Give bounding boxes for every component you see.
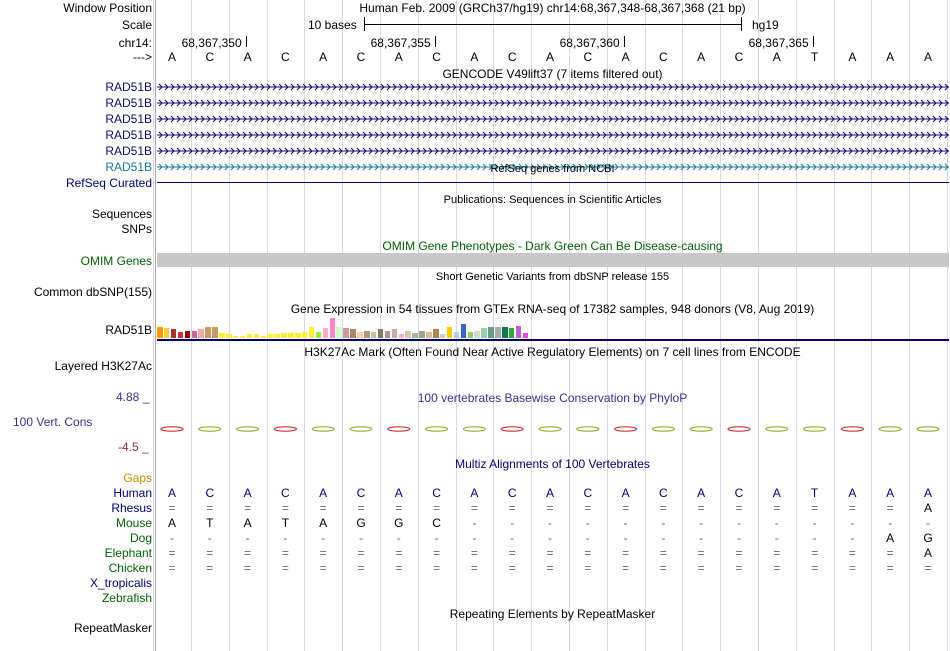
multiz-alignment-base: A [167, 486, 176, 500]
sequence-base: A [886, 50, 895, 64]
ruler-tick [813, 36, 814, 47]
gtex-tissue-bar[interactable] [509, 328, 515, 338]
multiz-alignment-base: = [848, 561, 856, 575]
multiz-alignment-base: C [507, 486, 517, 500]
gtex-tissue-bar[interactable] [192, 331, 198, 339]
multiz-alignment-base: = [811, 561, 819, 575]
multiz-alignment-base: A [923, 501, 932, 515]
multiz-alignment-base: = [924, 561, 932, 575]
multiz-alignment-base: = [244, 501, 252, 515]
scale-label: Scale [121, 18, 152, 32]
gtex-tissue-bar[interactable] [247, 334, 253, 338]
multiz-alignment-base: - [623, 531, 628, 545]
multiz-alignment-base: = [319, 501, 327, 515]
multiz-alignment-base: G [394, 516, 404, 530]
multiz-alignment-base: = [206, 546, 214, 560]
multiz-alignment-base: = [546, 501, 554, 515]
multiz-alignment-base: = [811, 546, 819, 560]
h3k27ac-track-label[interactable]: Layered H3K27Ac [54, 359, 152, 373]
gtex-tissue-bar[interactable] [343, 328, 349, 338]
repeatmasker-track-label[interactable]: RepeatMasker [73, 621, 152, 635]
gencode-track-title: GENCODE V49lift37 (7 items filtered out) [442, 67, 663, 81]
multiz-alignment-base: = [622, 561, 630, 575]
multiz-alignment-base: - [472, 531, 477, 545]
repeatmasker-track-title: Repeating Elements by RepeatMasker [449, 607, 656, 621]
multiz-alignment-base: - [774, 516, 779, 530]
multiz-alignment-base: A [923, 486, 932, 500]
window-position-label: Window Position [63, 1, 152, 15]
gencode-transcript-label[interactable]: RAD51B [105, 144, 152, 158]
gtex-tissue-bar[interactable] [350, 329, 356, 338]
gencode-transcript-label[interactable]: RAD51B [105, 96, 152, 110]
gencode-transcript-label[interactable]: RAD51B [105, 160, 152, 174]
scale-bar [365, 24, 741, 25]
multiz-alignment-base: = [508, 561, 516, 575]
gtex-tissue-bar[interactable] [433, 329, 439, 338]
multiz-alignment-base: = [395, 561, 403, 575]
sequence-base: C [281, 50, 290, 64]
gtex-tissue-bar[interactable] [185, 331, 191, 339]
gtex-tissue-bar[interactable] [233, 336, 239, 339]
gtex-tissue-bar[interactable] [205, 327, 211, 338]
multiz-alignment-base: - [510, 516, 515, 530]
phylop-logo[interactable] [155, 420, 950, 442]
gtex-tissue-bar[interactable] [495, 327, 501, 338]
sequence-base: C [583, 50, 593, 64]
multiz-alignment-base: A [886, 531, 895, 545]
multiz-alignment-base: = [659, 546, 667, 560]
gtex-tissue-bar[interactable] [454, 332, 460, 338]
multiz-alignment-base: C [281, 486, 290, 500]
gtex-tissue-bar[interactable] [295, 333, 301, 338]
gencode-transcript-line[interactable] [157, 145, 949, 157]
multiz-alignment-base: = [244, 561, 252, 575]
gtex-tissue-bar[interactable] [371, 332, 377, 338]
gtex-tissue-bar[interactable] [254, 334, 260, 338]
multiz-alignment-base: = [735, 546, 743, 560]
multiz-alignment-base: = [546, 561, 554, 575]
multiz-alignment-base: - [585, 516, 590, 530]
multiz-alignment-base: A [923, 546, 932, 560]
sequence-base: A [167, 50, 176, 64]
gtex-tissue-bar[interactable] [426, 332, 432, 338]
multiz-alignment-base: A [243, 486, 252, 500]
multiz-alignment-base: A [319, 516, 328, 530]
gtex-tissue-bar[interactable] [261, 336, 267, 339]
chrom-label: chr14: [118, 36, 152, 50]
gtex-tissue-bar[interactable] [481, 328, 487, 338]
gtex-tissue-bar[interactable] [274, 334, 280, 338]
gtex-tissue-bar[interactable] [461, 324, 467, 338]
h3k27ac-track-title: H3K27Ac Mark (Often Found Near Active Regulatory Elements) on 7 cell lines from ENCODE [304, 345, 801, 359]
gtex-tissue-bar[interactable] [198, 329, 204, 338]
sequence-base: A [772, 50, 781, 64]
multiz-alignment-base: = [848, 501, 856, 515]
multiz-alignment-base: = [168, 546, 176, 560]
multiz-alignment-base: = [886, 546, 894, 560]
phylop-track-title: 100 vertebrates Basewise Conservation by PhyloP [417, 391, 688, 405]
gtex-tissue-bar[interactable] [440, 334, 446, 338]
dbsnp-track-label[interactable]: Common dbSNP(155) [33, 285, 152, 299]
gtex-tissue-bar[interactable] [399, 334, 405, 338]
multiz-alignment-base: = [433, 501, 441, 515]
multiz-alignment-base: - [888, 516, 893, 530]
sequence-base: A [470, 50, 479, 64]
multiz-alignment-base: C [659, 486, 668, 500]
sequence-base: A [243, 50, 252, 64]
sequence-base: A [621, 50, 630, 64]
multiz-alignment-base: = [659, 501, 667, 515]
multiz-alignment-base: = [697, 546, 705, 560]
multiz-track-title: Multiz Alignments of 100 Vertebrates [455, 457, 650, 471]
multiz-alignment-base: - [926, 516, 930, 530]
multiz-alignment-base: - [548, 531, 552, 545]
gencode-transcript-label[interactable]: RAD51B [105, 80, 152, 94]
multiz-alignment-base: - [737, 516, 741, 530]
gtex-tissue-bar[interactable] [405, 331, 411, 339]
gtex-tissue-bar[interactable] [523, 333, 529, 338]
multiz-alignment-base: - [850, 516, 855, 530]
multiz-species-label[interactable]: Chicken [108, 561, 152, 575]
gtex-tissue-bar[interactable] [316, 332, 322, 338]
gtex-tissue-bar[interactable] [212, 327, 218, 338]
sequence-base: C [432, 50, 441, 64]
gtex-track-title: Gene Expression in 54 tissues from GTEx RNA-seq of 17382 samples, 948 donors (V8, Aug 2019) [290, 302, 815, 316]
gencode-transcript-line[interactable] [157, 129, 949, 141]
multiz-alignment-base: - [207, 531, 212, 545]
gtex-tissue-bar[interactable] [357, 332, 363, 338]
refseq-track-title: RefSeq genes from NCBI [490, 163, 615, 175]
multiz-alignment-base: T [206, 516, 214, 530]
multiz-alignment-base: - [434, 531, 439, 545]
multiz-alignment-base: = [244, 546, 252, 560]
gencode-transcript-line[interactable] [157, 113, 949, 125]
sequence-base: C [356, 50, 366, 64]
multiz-alignment-base: A [545, 486, 554, 500]
multiz-alignment-base: C [205, 486, 215, 500]
multiz-alignment-base: = [395, 546, 403, 560]
gtex-tissue-bar[interactable] [219, 333, 225, 338]
phylop-ymin-label: -4.5 _ [118, 440, 149, 454]
gtex-tissue-bar[interactable] [447, 327, 453, 338]
multiz-alignment-base: = [281, 501, 289, 515]
gtex-tissue-bar[interactable] [330, 318, 336, 338]
multiz-alignment-base: G [356, 516, 366, 530]
multiz-alignment-base: = [319, 561, 327, 575]
gtex-tissue-bar[interactable] [412, 333, 418, 338]
gtex-expression-bars[interactable] [157, 316, 537, 338]
multiz-alignment-base: - [359, 531, 363, 545]
multiz-alignment-base: T [281, 516, 290, 530]
multiz-alignment-base: = [848, 546, 856, 560]
sequence-base: A [697, 50, 706, 64]
multiz-alignment-base: C [734, 486, 744, 500]
gencode-transcript-line[interactable] [157, 81, 949, 93]
gtex-tissue-bar[interactable] [309, 327, 315, 338]
multiz-alignment-base: C [432, 486, 441, 500]
multiz-alignment-base: - [812, 531, 817, 545]
multiz-alignment-base: = [470, 546, 478, 560]
gtex-tissue-bar[interactable] [171, 329, 177, 338]
scale-bar-right-tick [741, 17, 742, 31]
gtex-tissue-bar[interactable] [378, 329, 384, 338]
multiz-alignment-base: = [357, 501, 365, 515]
gtex-tissue-bar[interactable] [364, 331, 370, 339]
multiz-alignment-base: A [848, 486, 857, 500]
multiz-alignment-base: = [206, 561, 214, 575]
multiz-alignment-base: - [283, 531, 288, 545]
multiz-species-label[interactable]: Elephant [104, 546, 152, 560]
ruler-position-label: 68,367,350 [181, 36, 242, 50]
multiz-alignment-base: A [621, 486, 630, 500]
multiz-alignment-base: = [584, 501, 592, 515]
strand-label: ---> [133, 50, 152, 64]
multiz-alignment-base: = [508, 501, 516, 515]
multiz-species-label[interactable]: Dog [129, 531, 152, 545]
multiz-alignment-base: = [168, 501, 176, 515]
multiz-alignment-base: = [584, 561, 592, 575]
gtex-tissue-bar[interactable] [240, 336, 246, 339]
gaps-label: Gaps [123, 471, 152, 485]
gencode-transcript-label[interactable]: RAD51B [105, 112, 152, 126]
multiz-alignment-base: = [206, 501, 214, 515]
publications-sequences-label[interactable]: Sequences [91, 207, 152, 221]
multiz-alignment-base: C [432, 516, 441, 530]
publications-snps-label[interactable]: SNPs [121, 222, 152, 236]
sequence-base: C [659, 50, 668, 64]
ruler-position-label: 68,367,365 [748, 36, 809, 50]
multiz-alignment-base: = [357, 546, 365, 560]
gtex-tissue-bar[interactable] [178, 332, 184, 338]
dbsnp-track-title: Short Genetic Variants from dbSNP release 155 [435, 271, 670, 283]
label-separator [155, 0, 156, 651]
multiz-alignment-base: = [659, 561, 667, 575]
ruler-position-label: 68,367,355 [370, 36, 431, 50]
multiz-species-label[interactable]: Human [113, 486, 152, 500]
scale-bar-left-tick [364, 17, 365, 31]
gtex-tissue-bar[interactable] [226, 334, 232, 338]
gtex-tissue-bar[interactable] [336, 327, 342, 338]
sequence-base: A [848, 50, 857, 64]
multiz-alignment-base: - [510, 531, 515, 545]
gtex-track-label[interactable]: RAD51B [105, 323, 152, 337]
phylop-ymax-label: 4.88 _ [116, 390, 150, 404]
multiz-alignment-base: - [661, 516, 666, 530]
multiz-alignment-base: A [394, 486, 403, 500]
gtex-tissue-bar[interactable] [419, 331, 425, 339]
gtex-tissue-bar[interactable] [468, 332, 474, 338]
gtex-tissue-bar[interactable] [516, 326, 522, 339]
multiz-alignment-base: C [583, 486, 593, 500]
multiz-alignment-base: G [923, 531, 933, 545]
sequence-base: C [507, 50, 517, 64]
sequence-base: A [545, 50, 554, 64]
gtex-tissue-bar[interactable] [157, 327, 163, 338]
multiz-alignment-base: = [697, 501, 705, 515]
scale-value: 10 bases [308, 18, 357, 32]
multiz-alignment-base: = [546, 546, 554, 560]
multiz-alignment-base: - [850, 531, 855, 545]
multiz-alignment-base: = [622, 501, 630, 515]
gtex-tissue-bar[interactable] [488, 327, 494, 338]
multiz-alignment-base: = [811, 501, 819, 515]
gtex-tissue-bar[interactable] [392, 329, 398, 338]
gtex-tissue-bar[interactable] [323, 328, 329, 338]
sequence-base: A [394, 50, 403, 64]
multiz-alignment-base: = [281, 546, 289, 560]
multiz-alignment-base: = [773, 561, 781, 575]
multiz-alignment-base: = [281, 561, 289, 575]
omim-gene-bar[interactable] [157, 253, 949, 267]
ruler-tick [435, 36, 436, 47]
multiz-alignment-base: = [433, 546, 441, 560]
multiz-species-label[interactable]: X_tropicalis [89, 576, 152, 590]
gencode-transcript-label[interactable]: RAD51B [105, 128, 152, 142]
assembly-label: hg19 [752, 18, 779, 32]
gtex-tissue-bar[interactable] [164, 328, 170, 338]
multiz-alignment-base: = [697, 561, 705, 575]
refseq-gene-line[interactable] [157, 182, 949, 183]
gtex-tissue-bar[interactable] [302, 332, 308, 338]
multiz-alignment-base: = [395, 501, 403, 515]
multiz-alignment-base: - [548, 516, 552, 530]
multiz-alignment-base: = [470, 501, 478, 515]
multiz-alignment-base: - [774, 531, 779, 545]
multiz-alignment-base: = [584, 546, 592, 560]
gtex-tissue-bar[interactable] [385, 331, 391, 339]
sequence-base: C [205, 50, 215, 64]
multiz-alignment-base: = [357, 561, 365, 575]
multiz-alignment-base: A [167, 516, 176, 530]
sequence-base: C [734, 50, 744, 64]
ruler-position-label: 68,367,360 [559, 36, 620, 50]
multiz-alignment-base: - [321, 531, 326, 545]
publications-track-title: Publications: Sequences in Scientific Articles [443, 194, 662, 206]
gtex-tissue-bar[interactable] [502, 327, 508, 338]
window-position-value: Human Feb. 2009 (GRCh37/hg19) chr14:68,367,348-68,367,368 (21 bp) [359, 1, 746, 15]
omim-track-title: OMIM Gene Phenotypes - Dark Green Can Be Disease-causing [382, 239, 723, 253]
gtex-tissue-bar[interactable] [288, 333, 294, 338]
multiz-alignment-base: = [886, 561, 894, 575]
gtex-gene-line [157, 339, 949, 341]
multiz-alignment-base: A [886, 486, 895, 500]
multiz-alignment-base: C [356, 486, 366, 500]
multiz-alignment-base: - [585, 531, 590, 545]
gtex-tissue-bar[interactable] [474, 331, 480, 339]
multiz-alignment-base: - [472, 516, 477, 530]
multiz-alignment-base: = [773, 501, 781, 515]
refseq-track-label[interactable]: RefSeq Curated [65, 176, 152, 190]
multiz-alignment-base: = [508, 546, 516, 560]
multiz-alignment-base: - [661, 531, 666, 545]
gtex-tissue-bar[interactable] [281, 333, 287, 338]
multiz-alignment-base: A [772, 486, 781, 500]
multiz-alignment-base: - [170, 531, 174, 545]
multiz-alignment-base: = [735, 501, 743, 515]
multiz-alignment-base: - [699, 516, 704, 530]
multiz-alignment-base: - [245, 531, 250, 545]
multiz-species-label[interactable]: Rhesus [111, 501, 152, 515]
multiz-species-label[interactable]: Mouse [115, 516, 152, 530]
multiz-alignment-base: A [319, 486, 328, 500]
gencode-transcript-line[interactable] [157, 97, 949, 109]
multiz-alignment-base: = [433, 561, 441, 575]
multiz-species-label[interactable]: Zebrafish [101, 591, 152, 605]
ruler-tick [624, 36, 625, 47]
grid-line [153, 0, 154, 651]
sequence-base: A [319, 50, 328, 64]
multiz-alignment-base: = [886, 501, 894, 515]
multiz-alignment-base: = [168, 561, 176, 575]
multiz-alignment-base: T [810, 486, 819, 500]
omim-track-label[interactable]: OMIM Genes [80, 254, 152, 268]
multiz-alignment-base: A [697, 486, 706, 500]
multiz-alignment-base: - [396, 531, 401, 545]
ruler-tick [246, 36, 247, 47]
multiz-alignment-base: = [622, 546, 630, 560]
multiz-alignment-base: = [735, 561, 743, 575]
multiz-alignment-base: - [623, 516, 628, 530]
multiz-alignment-base: = [470, 561, 478, 575]
sequence-base: A [923, 50, 932, 64]
multiz-alignment-base: = [319, 546, 327, 560]
multiz-alignment-base: - [812, 516, 817, 530]
gtex-tissue-bar[interactable] [267, 334, 273, 338]
multiz-alignment-base: A [470, 486, 479, 500]
multiz-alignment-base: - [737, 531, 741, 545]
phylop-track-label[interactable]: 100 Vert. Cons [13, 415, 93, 429]
sequence-base: T [810, 50, 819, 64]
multiz-alignment-base: = [773, 546, 781, 560]
multiz-alignment-base: A [243, 516, 252, 530]
multiz-alignment-base: - [699, 531, 704, 545]
